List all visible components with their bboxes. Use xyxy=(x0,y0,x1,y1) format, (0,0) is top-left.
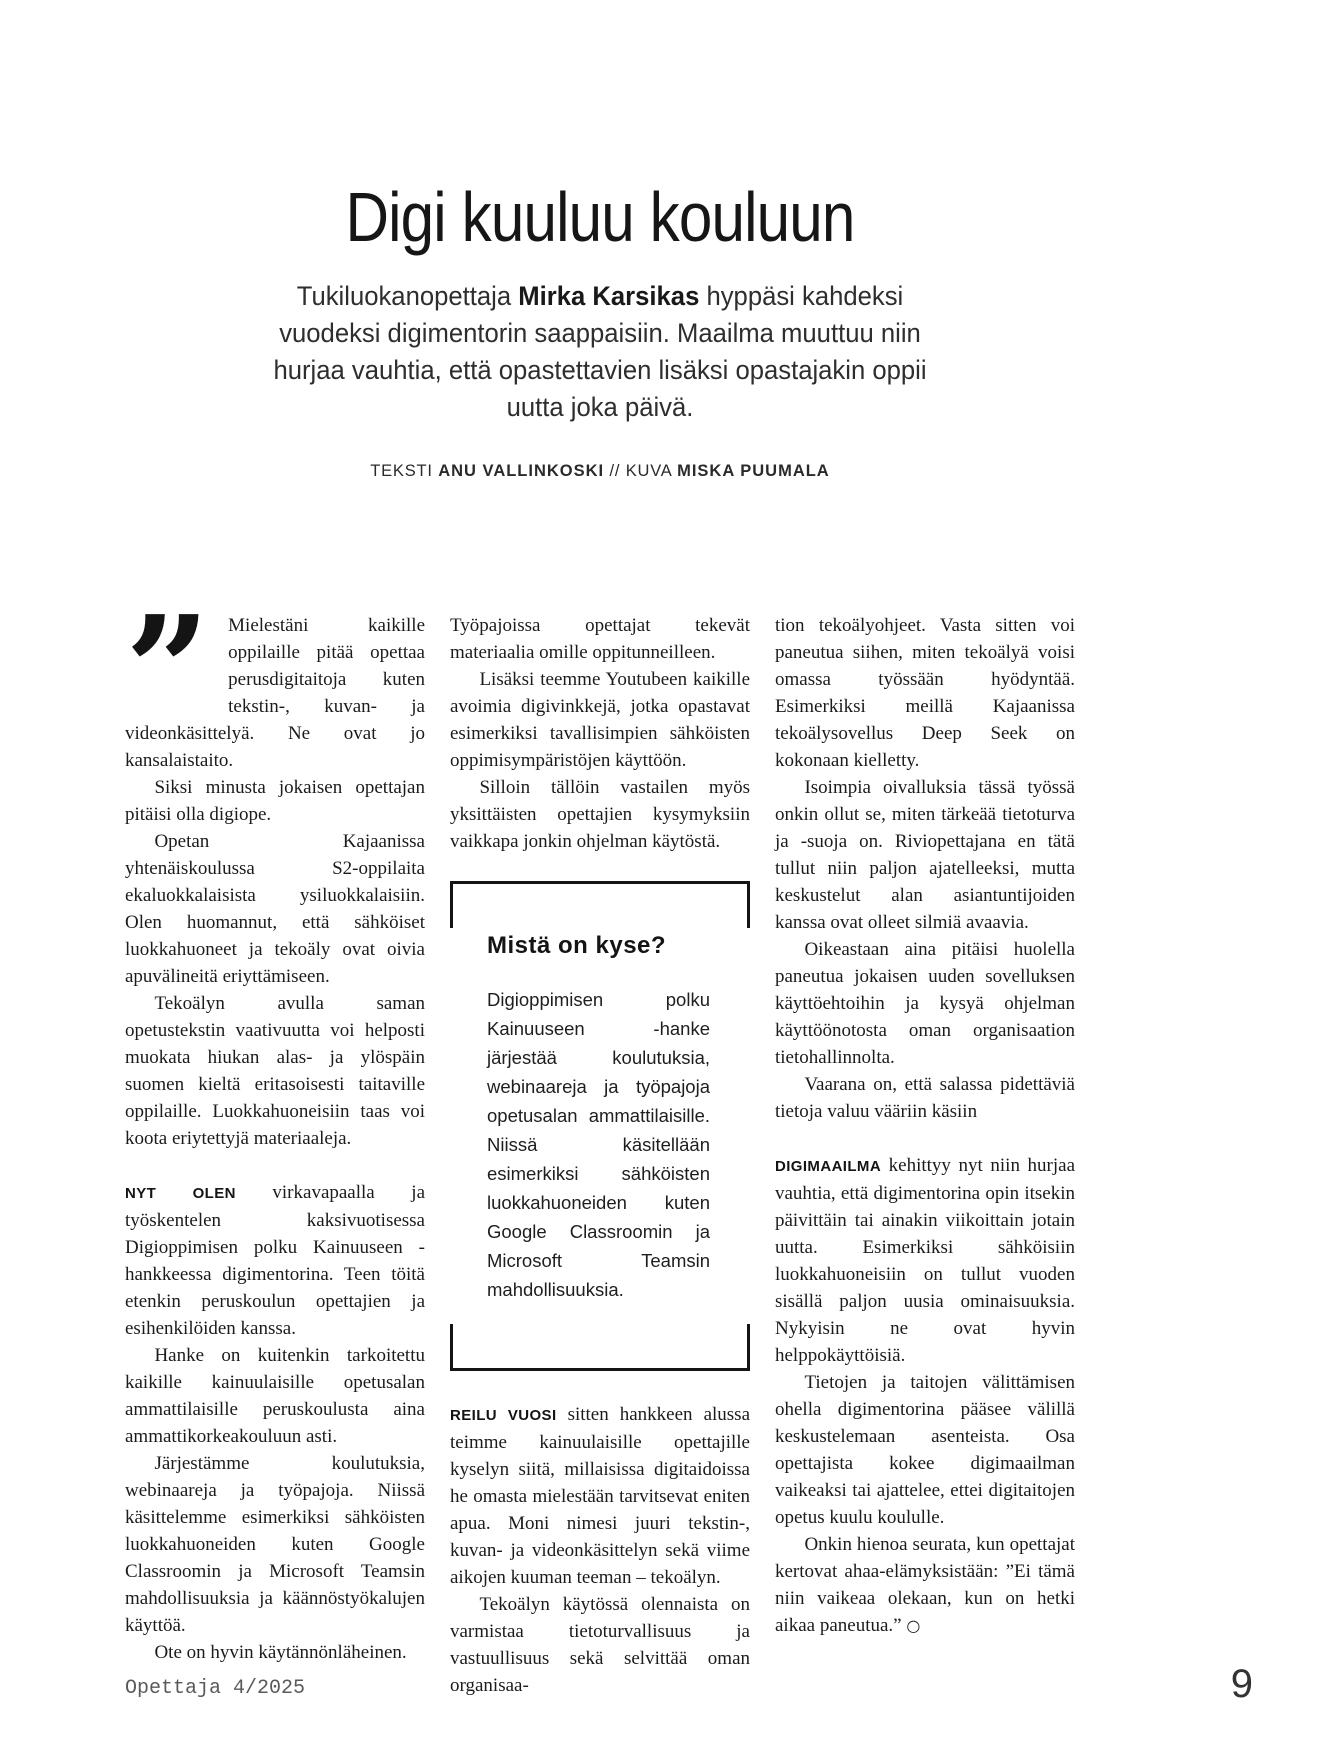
article-header xyxy=(125,0,1075,481)
article-lede xyxy=(268,278,933,426)
column-1 xyxy=(125,583,425,1699)
paragraph: Hanke on kuitenkin tarkoitettu kaikille kainuulaisille opetusalan ammattilaisille peruskoulusta aina ammattikorkeakouluun asti. xyxy=(125,1345,425,1447)
article-title: Digi kuuluu kouluun xyxy=(345,178,855,256)
byline-text-label: TEKSTI xyxy=(370,462,433,480)
paragraph: Silloin tällöin vastailen myös yksittäisten opettajien kysymyksiin vaikkapa jonkin ohjelman käytöstä. xyxy=(450,777,750,852)
lede-text-pre: Tukiluokanopettaja xyxy=(296,281,519,311)
page-footer xyxy=(125,1664,1253,1704)
paragraph: Työpajoissa opettajat tekevät materiaalia omille oppitunneilleen. xyxy=(450,615,750,663)
paragraph xyxy=(775,1152,1075,1369)
paragraph-lead-in: DIGIMAAILMA xyxy=(775,1158,882,1175)
infobox-title: Mistä on kyse? xyxy=(487,932,667,959)
paragraph: Järjestämme koulutuksia, webinaareja ja työpajoja. Niissä käsittelemme esimerkiksi sähköisten luokkahuoneiden kuten Google Classroomin ja Microsoft Teamsin mahdollisuuksia ja käännöstyökalujen käyttöä. xyxy=(125,1453,425,1636)
infobox-content xyxy=(450,928,750,1304)
lede-person-name: Mirka Karsikas xyxy=(518,281,700,311)
paragraph: Tietojen ja taitojen välittämisen ohella digimentorina pääsee välillä keskustelemaan asenteista. Osa opettajista kokee digimaailman vaikeaksi tai ajattelee, ettei digitaitojen opetus kuulu koululle. xyxy=(775,1372,1075,1528)
byline-photographer: MISKA PUUMALA xyxy=(677,462,830,480)
paragraph: Lisäksi teemme Youtubeen kaikille avoimia digivinkkejä, jotka opastavat esimerkiksi tavallisimpien sähköisten oppimisympäristöjen käyttöön. xyxy=(450,669,750,771)
byline-photo-label: // KUVA xyxy=(609,462,672,480)
paragraph: Ote on hyvin käytännönläheinen. xyxy=(154,1642,407,1663)
paragraph xyxy=(125,583,425,774)
paragraph: Vaarana on, että salassa pidettäviä tietoja valuu vääriin käsiin xyxy=(775,1074,1075,1122)
paragraph xyxy=(125,1179,425,1342)
paragraph: Oikeastaan aina pitäisi huolella paneutua jokaisen uuden sovelluksen käyttöehtoihin ja kysyä ohjelman käyttöönotosta oman organisaation tietohallinnolta. xyxy=(775,939,1075,1068)
paragraph xyxy=(450,1401,750,1591)
column-3 xyxy=(775,612,1075,1699)
end-of-article-mark: ○ xyxy=(906,1616,921,1635)
paragraph: tion tekoälyohjeet. Vasta sitten voi paneutua siihen, miten tekoälyä voisi omassa työssään hyödyntää. Esimerkiksi meillä Kajaanissa tekoälysovellus Deep Seek on kokonaan kielletty. xyxy=(775,615,1075,771)
paragraph-lead-in: NYT OLEN xyxy=(125,1185,236,1202)
infobox xyxy=(450,881,750,1371)
paragraph-lead-in: REILU VUOSI xyxy=(450,1407,557,1424)
paragraph-text: kehittyy nyt niin hurjaa vauhtia, että digimentorina opin itsekin päivittäin tai ainakin viikoittain jotain uutta. Esimerkiksi sähköisiin luokkahuoneisiin on tullut vuoden sisällä paljon uusia ominaisuuksia. Nykyisin ne ovat hyvin helppokäyttöisiä. xyxy=(775,1155,1076,1366)
paragraph: Siksi minusta jokaisen opettajan pitäisi olla digiope. xyxy=(125,777,425,825)
infobox-top-bracket xyxy=(450,881,750,928)
paragraph: Opetan Kajaanissa yhtenäiskoulussa S2-oppilaita ekaluokkalaisista ysiluokkalaisiin. Olen huomannut, että sähköiset luokkahuoneet ja tekoäly ovat oivia apuvälineitä eriyttämiseen. xyxy=(125,831,425,987)
lede-text-post: hyppäsi kahdeksi vuodeksi digimentorin saappaisiin. Maailma muuttuu niin hurjaa vauhtia, että opastettavien lisäksi opastajakin oppii uutta joka päivä. xyxy=(273,281,927,422)
paragraph xyxy=(775,1531,1075,1639)
infobox-body: Digioppimisen polku Kainuuseen -hanke järjestää koulutuksia, webinaareja ja työpajoja opetusalan ammattilaisille. Niissä käsitellään esimerkiksi sähköisten luokkahuoneiden kuten Google Classroomin ja Microsoft Teamsin mahdollisuuksia. xyxy=(487,989,710,1300)
paragraph-text: Mielestäni kaikille oppilaille pitää opettaa perusdigitaitoja kuten tekstin-, kuvan- ja videonkäsittelyä. Ne ovat jo kansalaistaito. xyxy=(125,615,425,771)
paragraph: Tekoälyn avulla saman opetustekstin vaativuutta voi helposti muokata hiukan alas- ja ylöspäin suomen kieltä eritasoisesti taitaville oppilaille. Luokkahuoneisiin taas voi koota eriytettyjä materiaaleja. xyxy=(125,993,425,1149)
paragraph-text: virkavapaalla ja työskentelen kaksivuotisessa Digioppimisen polku Kainuuseen -hankkeessa digimentorina. Teen töitä etenkin peruskoulun opettajien ja esihenkilöiden kanssa. xyxy=(125,1182,425,1339)
paragraph: Isoimpia oivalluksia tässä työssä onkin ollut se, miten tärkeää tietoturva ja -suoja on. Riviopettajana en tätä tullut niin paljon ajatelleeksi, mutta keskustelut alan asiantuntijoiden kanssa ovat olleet silmiä avaavia. xyxy=(775,777,1075,933)
article-body xyxy=(125,583,1076,1699)
pull-quote-mark: ” xyxy=(125,583,211,757)
byline-author: ANU VALLINKOSKI xyxy=(438,462,605,480)
paragraph: Tekoälyn käytössä olennaista on varmistaa tietoturvallisuus ja vastuullisuus sekä selvittää oman organisaa- xyxy=(450,1594,750,1696)
infobox-bottom-bracket xyxy=(450,1324,750,1371)
paragraph-text: sitten hankkeen alussa teimme kainuulaisille opettajille kyselyn siitä, millaisissa digitaidoissa he omasta mielestään tarvitsevat eniten apua. Moni nimesi juuri tekstin-, kuvan- ja videonkäsittelyn sekä viime aikojen kuuman teeman – tekoälyn. xyxy=(450,1404,751,1588)
page-number: 9 xyxy=(1230,1662,1253,1706)
byline xyxy=(125,462,1075,481)
column-2 xyxy=(450,612,750,1699)
magazine-issue-label: Opettaja 4/2025 xyxy=(125,1677,306,1700)
paragraph-text: Onkin hienoa seurata, kun opettajat kertovat ahaa-elämyksistään: ”Ei tämä niin vaikeaa olekaan, kun on hetki aikaa paneutua.” xyxy=(775,1534,1075,1636)
